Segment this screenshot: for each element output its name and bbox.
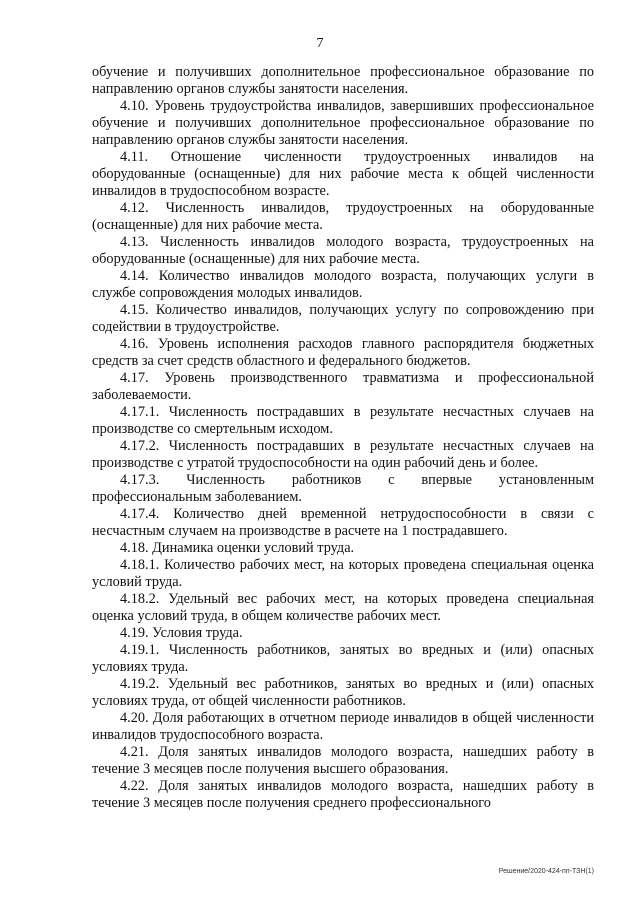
paragraph: 4.17.2. Численность пострадавших в результате несчастных случаев на производстве с утратой трудоспособности на один рабочий день и более. bbox=[92, 438, 594, 471]
paragraph: 4.12. Численность инвалидов, трудоустроенных на оборудованные (оснащенные) для них рабочие места. bbox=[92, 200, 594, 233]
paragraph: 4.10. Уровень трудоустройства инвалидов, завершивших профессиональное обучение и получивших дополнительное профессиональное образование по направлению органов службы занятости населения. bbox=[92, 98, 594, 148]
paragraph: 4.18.2. Удельный вес рабочих мест, на которых проведена специальная оценка условий труда, в общем количестве рабочих мест. bbox=[92, 591, 594, 624]
paragraph: 4.13. Численность инвалидов молодого возраста, трудоустроенных на оборудованные (оснащенные) для них рабочие места. bbox=[92, 234, 594, 267]
paragraph: 4.21. Доля занятых инвалидов молодого возраста, нашедших работу в течение 3 месяцев после получения высшего образования. bbox=[92, 744, 594, 777]
paragraph: 4.15. Количество инвалидов, получающих услугу по сопровождению при содействии в трудоустройстве. bbox=[92, 302, 594, 335]
paragraph: 4.17.4. Количество дней временной нетрудоспособности в связи с несчастным случаем на производстве в расчете на 1 пострадавшего. bbox=[92, 506, 594, 539]
paragraph: 4.11. Отношение численности трудоустроенных инвалидов на оборудованные (оснащенные) для них рабочие места к общей численности инвалидов в трудоспособном возрасте. bbox=[92, 149, 594, 199]
page-number: 7 bbox=[316, 36, 324, 51]
paragraph: обучение и получивших дополнительное профессиональное образование по направлению органов службы занятости населения. bbox=[92, 64, 594, 97]
paragraph: 4.19.2. Удельный вес работников, занятых во вредных и (или) опасных условиях труда, от общей численности работников. bbox=[92, 676, 594, 709]
document-body bbox=[92, 64, 594, 812]
paragraph: 4.18.1. Количество рабочих мест, на которых проведена специальная оценка условий труда. bbox=[92, 557, 594, 590]
paragraph: 4.22. Доля занятых инвалидов молодого возраста, нашедших работу в течение 3 месяцев после получения среднего профессионального bbox=[92, 778, 594, 811]
paragraph: 4.17. Уровень производственного травматизма и профессиональной заболеваемости. bbox=[92, 370, 594, 403]
paragraph: 4.17.3. Численность работников с впервые установленным профессиональным заболеванием. bbox=[92, 472, 594, 505]
paragraph: 4.14. Количество инвалидов молодого возраста, получающих услуги в службе сопровождения молодых инвалидов. bbox=[92, 268, 594, 301]
paragraph: 4.16. Уровень исполнения расходов главного распорядителя бюджетных средств за счет средств областного и федерального бюджетов. bbox=[92, 336, 594, 369]
document-footer-reference: Решение/2020-424-пп-ТЗН(1) bbox=[498, 868, 594, 875]
paragraph: 4.20. Доля работающих в отчетном периоде инвалидов в общей численности инвалидов трудоспособного возраста. bbox=[92, 710, 594, 743]
paragraph: 4.17.1. Численность пострадавших в результате несчастных случаев на производстве со смертельным исходом. bbox=[92, 404, 594, 437]
paragraph: 4.18. Динамика оценки условий труда. bbox=[120, 540, 355, 556]
paragraph: 4.19.1. Численность работников, занятых во вредных и (или) опасных условиях труда. bbox=[92, 642, 594, 675]
paragraph: 4.19. Условия труда. bbox=[120, 625, 243, 641]
